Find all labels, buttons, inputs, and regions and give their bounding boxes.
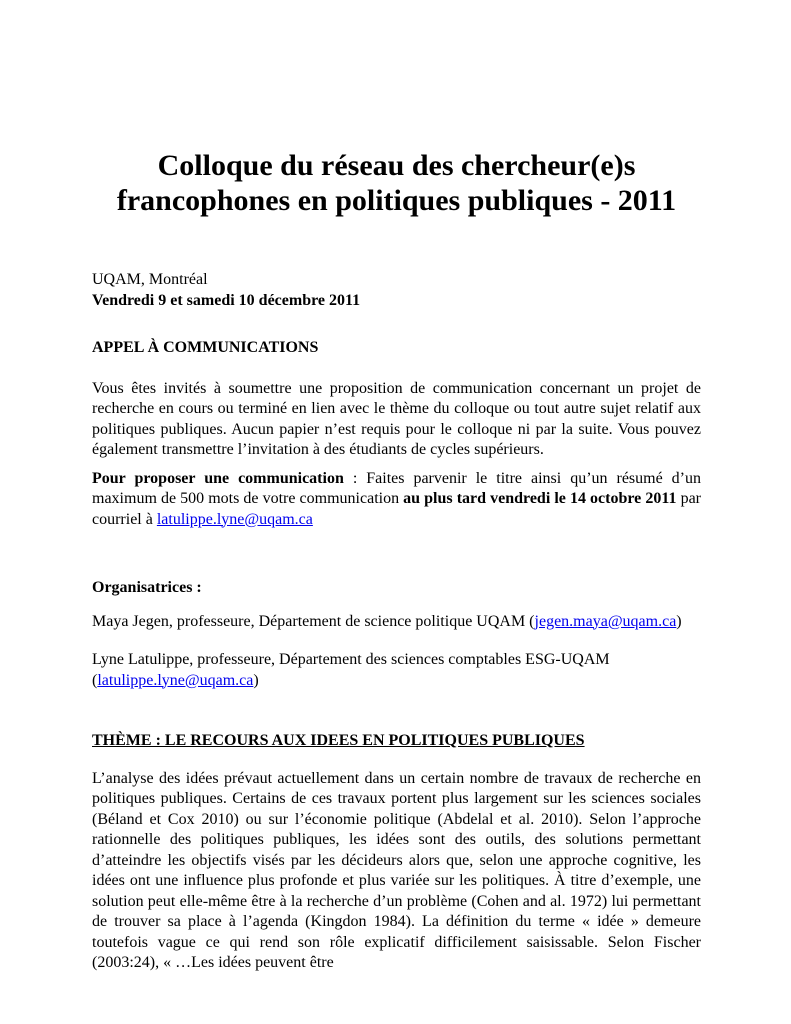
document-title-line1: Colloque du réseau des chercheur(e)s <box>157 149 636 182</box>
submission-mid-text: : Faites parvenir le titre ainsi qu’un résumé d’un maximum de 500 mots de votre communication <box>92 469 702 507</box>
call-for-papers-heading: APPEL À COMMUNICATIONS <box>92 339 319 356</box>
organizer-2-close-paren: ) <box>253 671 259 689</box>
document-title <box>92 148 701 218</box>
organizer-1-email-link[interactable]: jegen.maya@uqam.ca <box>534 612 677 630</box>
theme-heading: THÈME : LE RECOURS AUX IDEES EN POLITIQUES PUBLIQUES <box>92 732 585 749</box>
call-for-papers-paragraph: Vous êtes invités à soumettre une proposition de communication concernant un projet de recherche en cours ou terminé en lien avec le thème du colloque ou tout autre sujet relatif aux politiques publiques. Aucun papier n’est requis pour le colloque ni par la suite. Vous pouvez également transmettre l’invitation à des étudiants de cycles supérieurs. <box>92 379 701 458</box>
submission-instructions-paragraph <box>92 469 701 531</box>
event-dates: Vendredi 9 et samedi 10 décembre 2011 <box>92 291 361 309</box>
theme-paragraph: L’analyse des idées prévaut actuellement dans un certain nombre de travaux de recherche en politiques publiques. Certains de ces travaux portent plus largement sur les sciences sociales (Béland et Cox 2010) ou sur l’économie politique (Abdelal et al. 2010). Selon l’approche rationnelle des politiques publiques, les idées sont des outils, des solutions permettant d’atteindre les objectifs visés par les décideurs alors que, selon une approche cognitive, les idées ont une influence plus profonde et plus variée sur les politiques. À titre d’exemple, une solution peut elle-même être à la recherche d’un problème (Cohen and al. 1972) lui permettant de trouver sa place à l’agenda (Kingdon 1984). La définition du terme « idée » demeure toutefois vague ce qui rend son rôle explicatif difficilement saisissable. Selon Fischer (2003:24), « …Les idées peuvent être <box>92 769 701 971</box>
organizer-2-line <box>92 650 701 691</box>
organizer-2-text: Lyne Latulippe, professeure, Département des sciences comptables ESG-UQAM <box>92 651 610 668</box>
venue-text: UQAM, Montréal <box>92 271 208 288</box>
venue-block <box>92 270 701 311</box>
submission-deadline: au plus tard vendredi le 14 octobre 2011 <box>403 490 677 507</box>
submission-lead: Pour proposer une communication <box>92 469 344 487</box>
organizer-2-email-link[interactable]: latulippe.lyne@uqam.ca <box>97 671 254 689</box>
organizer-1-text: Maya Jegen, professeure, Département de science politique UQAM ( <box>92 612 535 630</box>
organizer-1-line <box>92 612 701 633</box>
organizer-2-open-paren: ( <box>92 671 98 689</box>
submission-email-link[interactable]: latulippe.lyne@uqam.ca <box>156 510 313 528</box>
organizers-heading: Organisatrices : <box>92 579 202 596</box>
submission-tail-text: par courriel à <box>92 490 701 528</box>
document-title-line2: francophones en politiques publiques - 2011 <box>116 184 677 217</box>
organizer-1-close-paren: ) <box>676 612 682 630</box>
